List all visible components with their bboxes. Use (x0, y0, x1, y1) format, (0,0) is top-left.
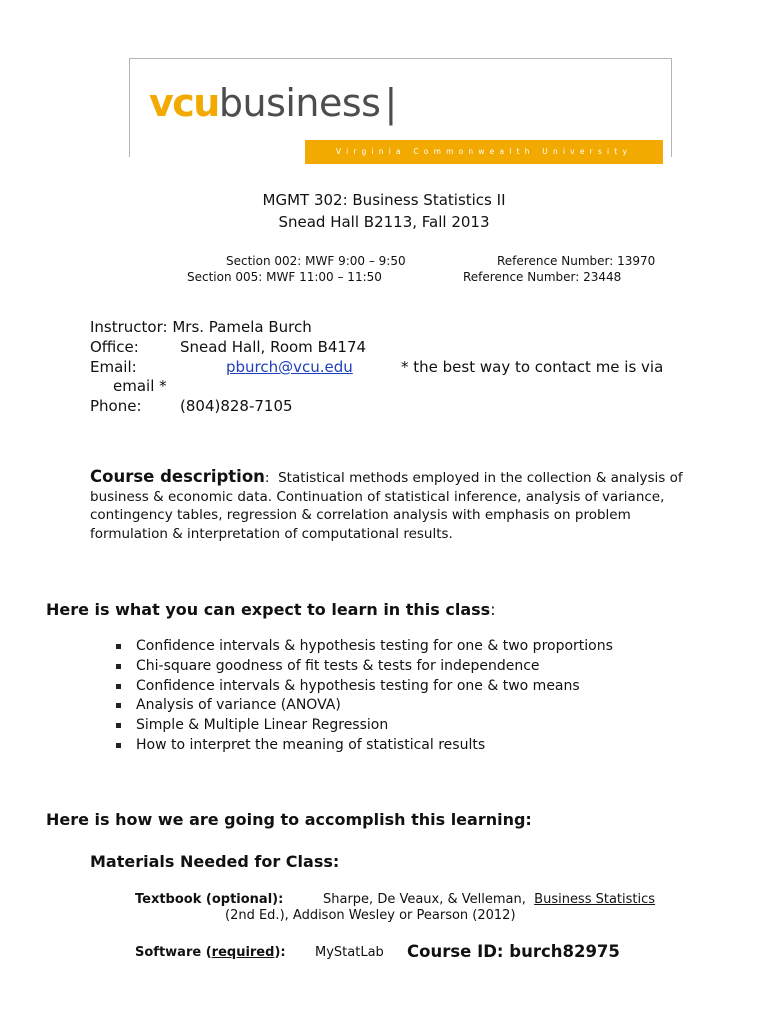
bullet-icon (116, 664, 121, 669)
vcu-business-logo (149, 80, 397, 126)
textbook-details: (2nd Ed.), Addison Wesley or Pearson (2012) (225, 908, 516, 923)
textbook-line (135, 892, 283, 907)
list-item-text: Confidence intervals & hypothesis testing for one & two proportions (136, 638, 613, 654)
list-item (112, 677, 613, 697)
bullet-icon (116, 723, 121, 728)
course-id: Course ID: burch82975 (407, 942, 620, 961)
list-item-text: Analysis of variance (ANOVA) (136, 697, 341, 714)
section-002-schedule: Section 002: MWF 9:00 – 9:50 (226, 254, 406, 268)
list-item-text: Chi-square goodness of fit tests & tests for independence (136, 657, 540, 674)
phone-label: Phone: (90, 397, 142, 415)
list-item (112, 637, 613, 657)
bullet-icon (116, 703, 121, 708)
section-005-schedule: Section 005: MWF 11:00 – 11:50 (187, 270, 382, 284)
course-description (90, 468, 710, 543)
instructor-line: Instructor: Mrs. Pamela Burch (90, 318, 312, 336)
textbook-reference (323, 892, 655, 907)
list-item-text: Simple & Multiple Linear Regression (136, 717, 389, 734)
logo-business-text: business (218, 81, 381, 125)
software-line (135, 945, 286, 960)
course-location-term: Snead Hall B2113, Fall 2013 (278, 213, 490, 231)
logo-tagline-band: Virginia Commonwealth University (305, 140, 663, 164)
learn-heading-colon: : (490, 600, 496, 619)
list-item (112, 657, 613, 677)
list-item (112, 716, 613, 736)
list-item-text: Confidence intervals & hypothesis testing for one & two means (136, 677, 580, 694)
email-note: * the best way to contact me is via (401, 358, 664, 376)
list-item-text: How to interpret the meaning of statistical results (136, 736, 486, 753)
logo-vcu-text: vcu (149, 81, 219, 125)
bullet-icon (116, 644, 121, 649)
software-label-end: ): (274, 945, 286, 960)
course-description-text: Statistical methods employed in the collection & analysis of business & economic data. Continuation of statistical inference, analysis of variance, contingency tables, regression & correlation analysis with emphasis on problem formulation & interpretation of computational results. (90, 470, 683, 542)
bullet-icon (116, 743, 121, 748)
section-002-reference: Reference Number: 13970 (497, 254, 656, 268)
course-description-colon: : (264, 470, 270, 486)
software-label-start: Software ( (135, 945, 212, 960)
section-005-reference: Reference Number: 23448 (463, 270, 622, 284)
learn-heading (46, 600, 496, 619)
bullet-icon (116, 684, 121, 689)
textbook-label: Textbook (optional): (135, 892, 284, 907)
list-item (112, 696, 613, 716)
email-label: Email: (90, 358, 137, 376)
course-description-heading: Course description (90, 467, 265, 486)
textbook-title: Business Statistics (534, 892, 656, 907)
list-item (112, 736, 613, 756)
email-note-continued: email * (113, 377, 167, 395)
logo-divider: | (384, 81, 397, 125)
phone-value: (804)828-7105 (180, 397, 293, 415)
materials-heading: Materials Needed for Class: (90, 852, 340, 871)
software-name: MyStatLab (315, 945, 384, 960)
textbook-authors: Sharpe, De Veaux, & Velleman, (323, 892, 526, 907)
learn-heading-text: Here is what you can expect to learn in this class (46, 600, 491, 619)
course-title: MGMT 302: Business Statistics II (262, 191, 506, 209)
accomplish-heading: Here is how we are going to accomplish this learning: (46, 810, 532, 829)
office-label: Office: (90, 338, 139, 356)
learn-list (112, 637, 613, 756)
office-value: Snead Hall, Room B4174 (180, 338, 367, 356)
email-link[interactable]: pburch@vcu.edu (226, 358, 353, 376)
software-required: required (211, 945, 275, 960)
